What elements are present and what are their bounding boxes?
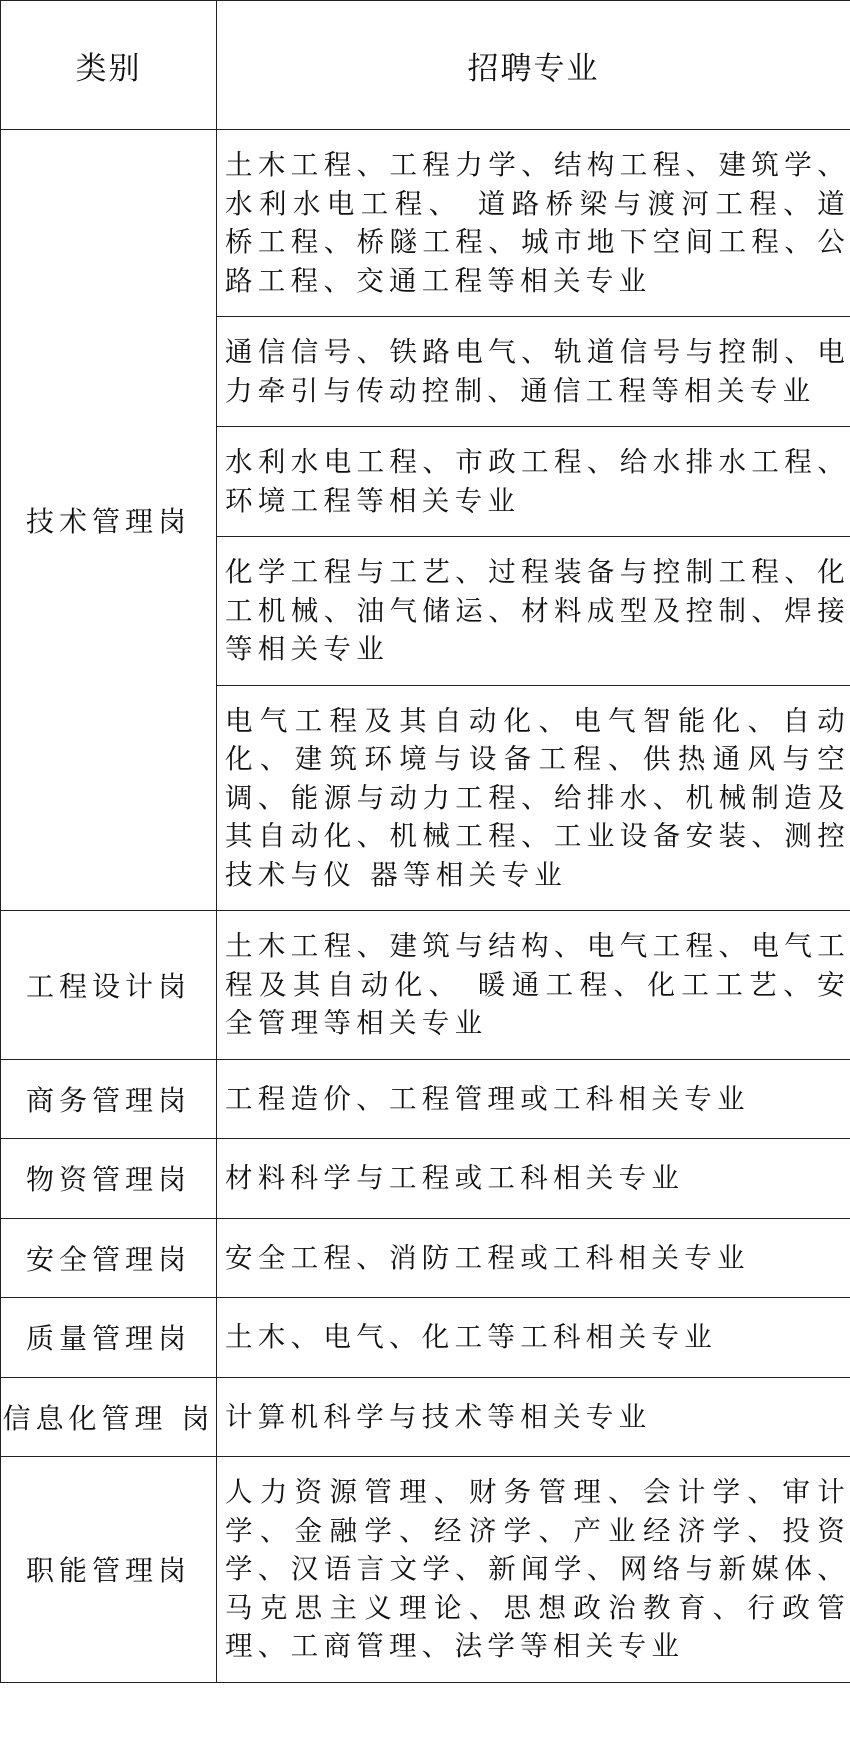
majors-cell: 工程造价、工程管理或工科相关专业 xyxy=(217,1059,850,1139)
majors-cell: 土木工程、工程力学、结构工程、建筑学、水利水电工程、 道路桥梁与渡河工程、道桥工程、桥隧工程、城市地下空间工程、公路工程、交通工程等相关专业 xyxy=(217,130,850,317)
majors-cell: 土木工程、建筑与结构、电气工程、电气工程及其自动化、 暖通工程、化工工艺、安全管理等相关专业 xyxy=(217,911,850,1060)
majors-cell: 电气工程及其自动化、电气智能化、自动化、建筑环境与设备工程、供热通风与空调、能源与动力工程、给排水、机械制造及其自动化、机械工程、工业设备安装、测控技术与仪 器等相关专业 xyxy=(217,685,850,911)
category-cell: 技术管理岗 xyxy=(1,130,217,911)
table-row xyxy=(1,1139,850,1219)
majors-cell: 水利水电工程、市政工程、给水排水工程、环境工程等相关专业 xyxy=(217,427,850,537)
majors-cell: 土木、电气、化工等工科相关专业 xyxy=(217,1298,850,1378)
header-category: 类别 xyxy=(1,1,217,130)
header-row xyxy=(1,1,850,130)
category-cell: 商务管理岗 xyxy=(1,1059,217,1139)
category-cell: 信息化管理 岗 xyxy=(1,1377,217,1457)
table-row xyxy=(1,1218,850,1298)
majors-cell: 材料科学与工程或工科相关专业 xyxy=(217,1139,850,1219)
table-row xyxy=(1,1377,850,1457)
category-cell: 安全管理岗 xyxy=(1,1218,217,1298)
category-cell: 工程设计岗 xyxy=(1,911,217,1060)
table-row xyxy=(1,911,850,1060)
table-row xyxy=(1,1457,850,1683)
category-cell: 物资管理岗 xyxy=(1,1139,217,1219)
table-row xyxy=(1,1298,850,1378)
majors-cell: 安全工程、消防工程或工科相关专业 xyxy=(217,1218,850,1298)
majors-cell: 化学工程与工艺、过程装备与控制工程、化工机械、油气储运、材料成型及控制、焊接等相关专业 xyxy=(217,537,850,686)
category-cell: 质量管理岗 xyxy=(1,1298,217,1378)
header-majors: 招聘专业 xyxy=(217,1,850,130)
table-row xyxy=(1,130,850,317)
majors-cell: 通信信号、铁路电气、轨道信号与控制、电力牵引与传动控制、通信工程等相关专业 xyxy=(217,317,850,427)
table-row xyxy=(1,1059,850,1139)
majors-cell: 人力资源管理、财务管理、会计学、审计学、金融学、经济学、产业经济学、投资学、汉语言文学、新闻学、网络与新媒体、马克思主义理论、思想政治教育、行政管理、工商管理、法学等相关专业 xyxy=(217,1457,850,1683)
category-cell: 职能管理岗 xyxy=(1,1457,217,1683)
majors-cell: 计算机科学与技术等相关专业 xyxy=(217,1377,850,1457)
